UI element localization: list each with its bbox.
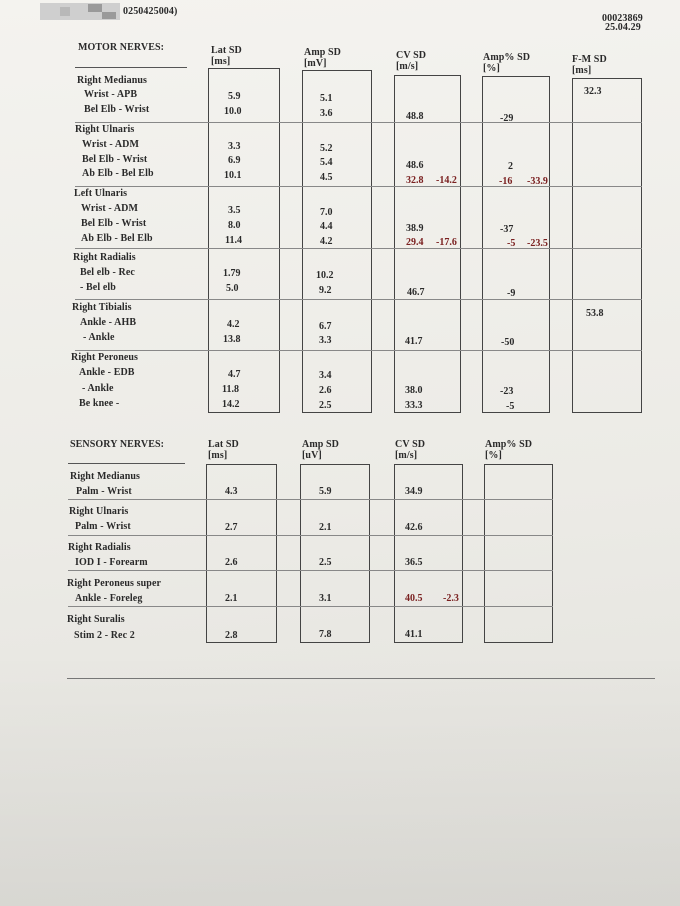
motor-separator [75, 186, 642, 187]
sensory-group-name: Right Medianus [70, 471, 141, 482]
motor-cv-value: 38.9 [406, 223, 424, 234]
motor-cv-sd-value: -14.2 [436, 175, 457, 186]
motor-row-label: Ab Elb - Bel Elb [81, 233, 153, 244]
motor-group-name: Right Tibialis [72, 302, 132, 313]
motor-row-label: Bel Elb - Wrist [82, 154, 148, 165]
motor-amp-value: 5.4 [320, 157, 333, 168]
sensory-separator [68, 499, 553, 500]
motor-row-label: Ankle - AHB [80, 317, 137, 328]
motor-amp-value: 10.2 [316, 270, 334, 281]
motor-amppct-value: -5 [507, 238, 516, 249]
motor-amp-value: 7.0 [320, 207, 333, 218]
motor-amp-value: 2.5 [319, 400, 332, 411]
motor-lat-column [208, 68, 280, 413]
sensory-amp-value: 5.9 [319, 486, 332, 497]
motor-lat-value: 3.3 [228, 141, 241, 152]
motor-amp-value: 4.2 [320, 236, 333, 247]
motor-group-name: Right Ulnaris [75, 124, 135, 135]
motor-col-fm: F-M SD [ms] [572, 54, 607, 76]
motor-amppct-value: -50 [501, 337, 515, 348]
sensory-lat-value: 2.7 [225, 522, 238, 533]
motor-amppct-value: -16 [499, 176, 513, 187]
sensory-row-label: Palm - Wrist [76, 486, 132, 497]
motor-amp-value: 3.6 [320, 108, 333, 119]
sensory-lat-value: 2.1 [225, 593, 238, 604]
motor-col-cv: CV SD [m/s] [396, 50, 427, 72]
motor-amp-value: 9.2 [319, 285, 332, 296]
motor-section-title: MOTOR NERVES: [78, 42, 165, 53]
sensory-amp-column [300, 464, 370, 643]
motor-amp-value: 5.1 [320, 93, 333, 104]
motor-col-lat: Lat SD [ms] [211, 45, 242, 67]
sensory-col-cv: CV SD [m/s] [395, 439, 426, 461]
sensory-col-amp-pct: Amp% SD [%] [485, 439, 533, 461]
motor-row-label: Bel elb - Rec [80, 267, 135, 278]
motor-lat-value: 6.9 [228, 155, 241, 166]
report-date: 25.04.29 [605, 22, 641, 33]
motor-amppct-sd-value: -23.5 [527, 238, 548, 249]
motor-cv-value: 48.8 [406, 111, 424, 122]
motor-amppct-value: -9 [507, 288, 516, 299]
motor-lat-value: 5.9 [228, 91, 241, 102]
motor-amppct-sd-value: -33.9 [527, 176, 548, 187]
motor-lat-value: 10.0 [224, 106, 242, 117]
motor-cv-value: 48.6 [406, 160, 424, 171]
sensory-row-label: Ankle - Foreleg [75, 593, 143, 604]
motor-col-amp-pct: Amp% SD [%] [483, 52, 531, 74]
footer-rule [67, 678, 655, 679]
sensory-cv-value: 36.5 [405, 557, 423, 568]
motor-row-label: - Ankle [83, 332, 115, 343]
motor-lat-value: 14.2 [222, 399, 240, 410]
redacted-block [40, 3, 120, 20]
motor-amppct-value: -23 [500, 386, 514, 397]
motor-amppct-value: -37 [500, 224, 514, 235]
sensory-amp-value: 7.8 [319, 629, 332, 640]
motor-separator [75, 350, 642, 351]
motor-amp-value: 5.2 [320, 143, 333, 154]
document-number: 00023869 [602, 13, 643, 24]
motor-amppct-value: -5 [506, 401, 515, 412]
motor-row-label: - Ankle [82, 383, 114, 394]
motor-lat-value: 8.0 [228, 220, 241, 231]
motor-amp-value: 3.4 [319, 370, 332, 381]
motor-title-rule [75, 67, 187, 68]
motor-fm-column [572, 78, 642, 413]
motor-amppct-value: -29 [500, 113, 514, 124]
motor-amp-value: 4.5 [320, 172, 333, 183]
motor-cv-value: 41.7 [405, 336, 423, 347]
sensory-cv-value: 40.5 [405, 593, 423, 604]
motor-cv-value: 32.8 [406, 175, 424, 186]
sensory-group-name: Right Ulnaris [69, 506, 129, 517]
motor-lat-value: 11.8 [222, 384, 239, 395]
sensory-amp-value: 2.1 [319, 522, 332, 533]
sensory-separator [68, 606, 553, 607]
sensory-separator [68, 570, 553, 571]
sensory-cv-value: 34.9 [405, 486, 423, 497]
sensory-amppct-column [484, 464, 553, 643]
motor-row-label: Wrist - ADM [82, 139, 140, 150]
motor-cv-value: 29.4 [406, 237, 424, 248]
motor-amp-value: 4.4 [320, 221, 333, 232]
motor-lat-value: 5.0 [226, 283, 239, 294]
motor-group-name: Right Radialis [73, 252, 136, 263]
motor-fm-value: 53.8 [586, 308, 604, 319]
sensory-title-rule [68, 463, 185, 464]
patient-id: 0250425004) [123, 6, 178, 17]
sensory-lat-value: 2.6 [225, 557, 238, 568]
motor-lat-value: 4.7 [228, 369, 241, 380]
motor-lat-value: 3.5 [228, 205, 241, 216]
sensory-row-label: IOD I - Forearm [75, 557, 148, 568]
sensory-separator [68, 535, 553, 536]
sensory-col-amp: Amp SD [uV] [302, 439, 339, 461]
sensory-cv-value: 41.1 [405, 629, 423, 640]
sensory-section-title: SENSORY NERVES: [70, 439, 165, 450]
sensory-group-name: Right Radialis [68, 542, 131, 553]
motor-lat-value: 11.4 [225, 235, 242, 246]
sensory-amp-value: 3.1 [319, 593, 332, 604]
sensory-cv-value: 42.6 [405, 522, 423, 533]
sensory-lat-column [206, 464, 277, 643]
motor-separator [75, 248, 642, 249]
motor-lat-value: 1.79 [223, 268, 241, 279]
sensory-lat-value: 2.8 [225, 630, 238, 641]
motor-row-label: - Bel elb [80, 282, 116, 293]
sensory-group-name: Right Peroneus super [67, 578, 162, 589]
motor-cv-sd-value: -17.6 [436, 237, 457, 248]
motor-cv-value: 46.7 [407, 287, 425, 298]
motor-group-name: Left Ulnaris [74, 188, 128, 199]
motor-amppct-value: 2 [508, 161, 513, 172]
motor-row-label: Wrist - APB [84, 89, 138, 100]
motor-separator [75, 122, 642, 123]
sensory-group-name: Right Suralis [67, 614, 125, 625]
motor-cv-value: 33.3 [405, 400, 423, 411]
sensory-col-lat: Lat SD [ms] [208, 439, 239, 461]
motor-group-name: Right Medianus [77, 75, 148, 86]
motor-separator [75, 299, 642, 300]
page-shadow [0, 650, 680, 906]
motor-col-amp: Amp SD [mV] [304, 47, 341, 69]
motor-row-label: Ab Elb - Bel Elb [82, 168, 154, 179]
motor-amp-value: 6.7 [319, 321, 332, 332]
sensory-lat-value: 4.3 [225, 486, 238, 497]
motor-row-label: Bel Elb - Wrist [84, 104, 150, 115]
sensory-row-label: Stim 2 - Rec 2 [74, 630, 135, 641]
sensory-amp-value: 2.5 [319, 557, 332, 568]
motor-fm-value: 32.3 [584, 86, 602, 97]
motor-row-label: Ankle - EDB [79, 367, 135, 378]
motor-amp-value: 3.3 [319, 335, 332, 346]
motor-cv-value: 38.0 [405, 385, 423, 396]
motor-lat-value: 13.8 [223, 334, 241, 345]
motor-group-name: Right Peroneus [71, 352, 139, 363]
motor-row-label: Bel Elb - Wrist [81, 218, 147, 229]
sensory-row-label: Palm - Wrist [75, 521, 131, 532]
sensory-cv-sd-value: -2.3 [443, 593, 459, 604]
motor-amp-value: 2.6 [319, 385, 332, 396]
motor-lat-value: 4.2 [227, 319, 240, 330]
motor-lat-value: 10.1 [224, 170, 242, 181]
motor-row-label: Be knee - [79, 398, 120, 409]
motor-row-label: Wrist - ADM [81, 203, 139, 214]
